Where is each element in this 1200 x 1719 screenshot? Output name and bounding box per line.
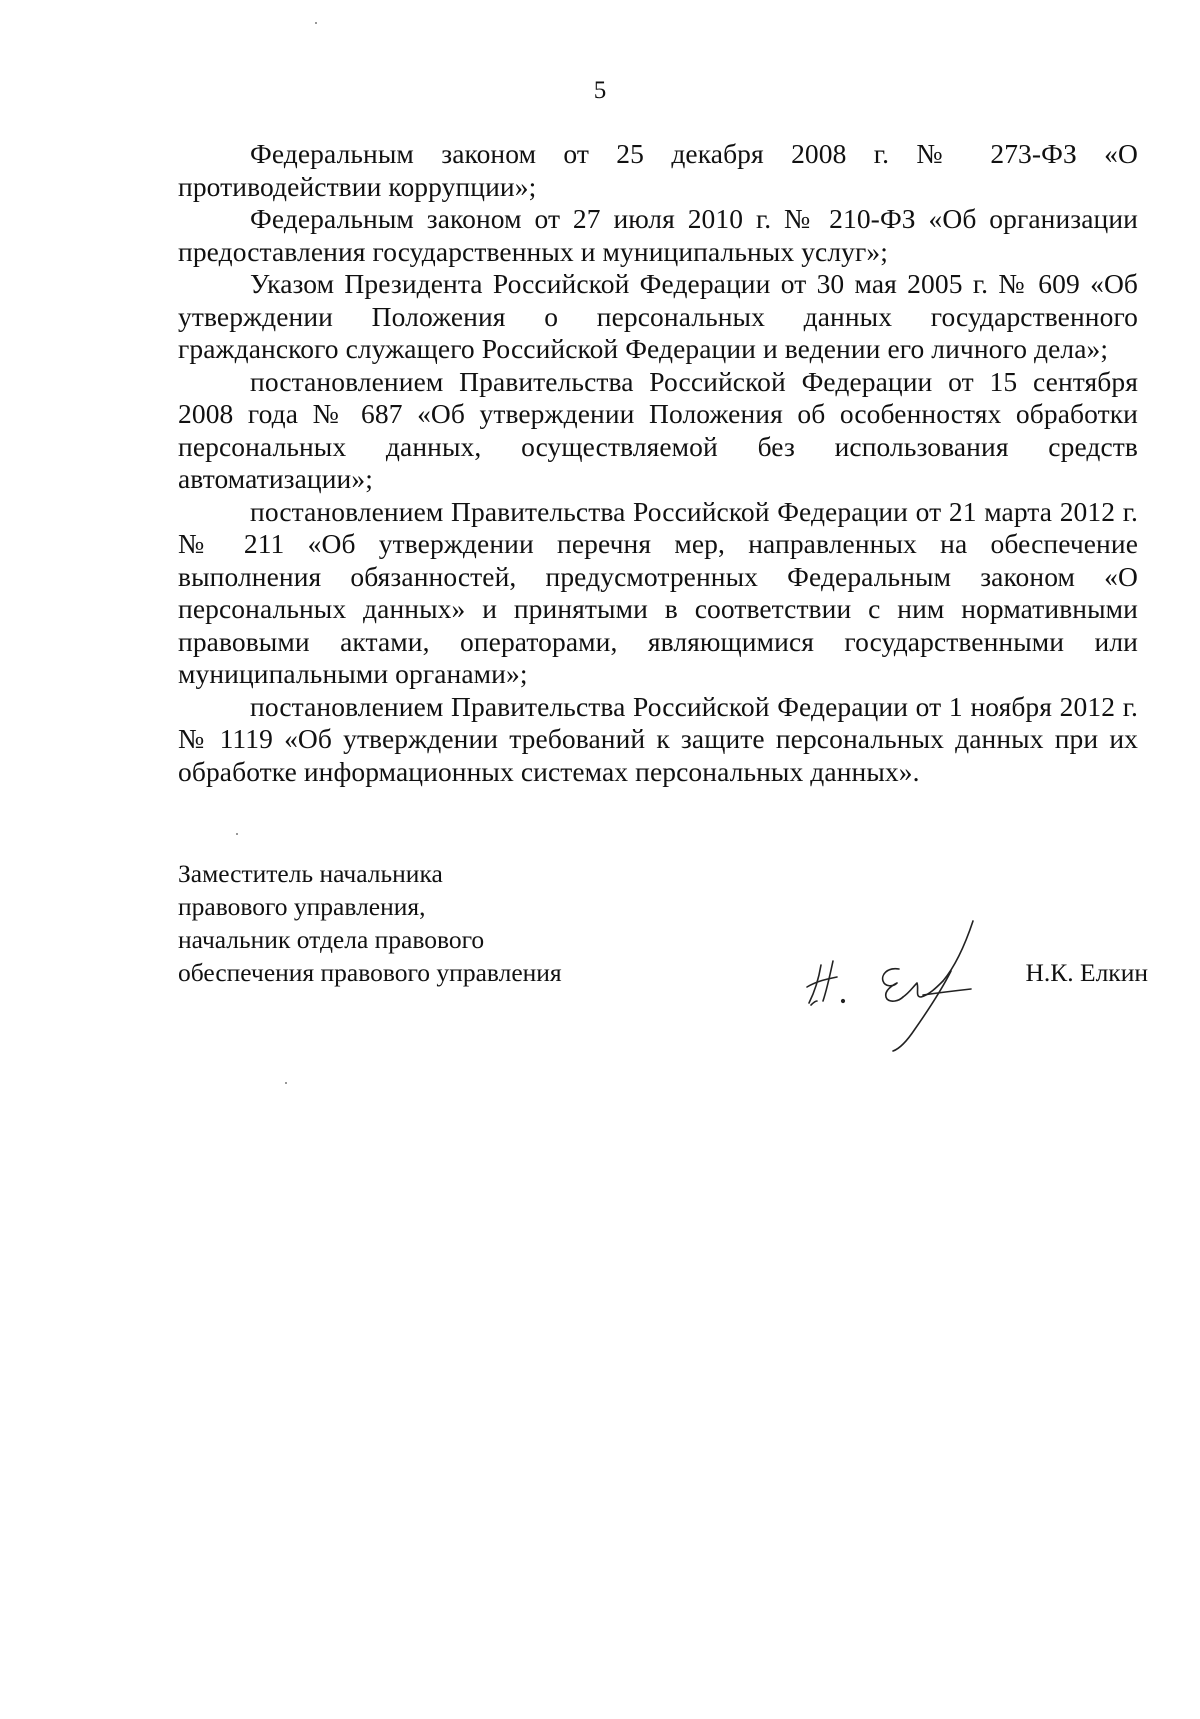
scan-speck: [315, 22, 317, 24]
signature-block: [178, 857, 1148, 1057]
position-line: правового управления,: [178, 892, 426, 921]
signer-position: [178, 857, 698, 989]
paragraph-resolution-687: постановлением Правительства Российской Федерации от 15 сентября 2008 года № 687 «Об утверждении Положения об особенностях обработки персональных данных, осуществляемой без использования средств автоматизации»;: [178, 365, 1138, 494]
position-line: Заместитель начальника: [178, 859, 443, 888]
page-number: 5: [593, 77, 607, 104]
paragraph-law-210: Федеральным законом от 27 июля 2010 г. № 210-ФЗ «Об организации предоставления государственных и муниципальных услуг»;: [178, 203, 1138, 267]
paragraph-resolution-211: постановлением Правительства Российской Федерации от 21 марта 2012 г. № 211 «Об утверждении перечня мер, направленных на обеспечение выполнения обязанностей, предусмотренных Федеральным законом «О персональных данных» и принятыми в соответствии с ним нормативными правовыми актами, операторами, являющимися государственными или муниципальными органами»;: [178, 495, 1138, 689]
legal-basis-list: [178, 138, 1138, 788]
paragraph-decree-609: Указом Президента Российской Федерации от 30 мая 2005 г. № 609 «Об утверждении Положения о персональных данных государственного гражданского служащего Российской Федерации и ведении его личного дела»;: [178, 268, 1138, 364]
signer-name: Н.К. Елкин: [1025, 958, 1148, 987]
paragraph-law-273: Федеральным законом от 25 декабря 2008 г. № 273-ФЗ «О противодействии коррупции»;: [178, 138, 1138, 202]
scan-speck: [285, 1082, 287, 1084]
handwritten-signature: [803, 917, 988, 1052]
paragraph-resolution-1119: постановлением Правительства Российской Федерации от 1 ноября 2012 г. № 1119 «Об утверждении требований к защите персональных данных при их обработке информационных системах персональных данных».: [178, 690, 1138, 787]
position-line: обеспечения правового управления: [178, 958, 562, 987]
position-line: начальник отдела правового: [178, 925, 485, 954]
scan-speck: [236, 833, 238, 835]
